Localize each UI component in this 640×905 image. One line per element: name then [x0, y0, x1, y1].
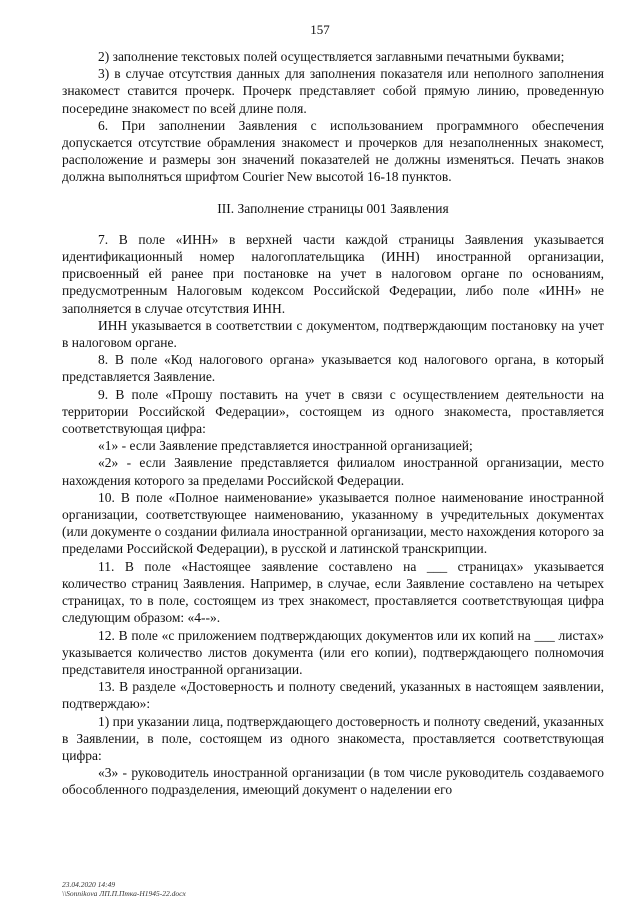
- paragraph-9-registration: 9. В поле «Прошу поставить на учет в связи с осуществлением деятельности на территории Российской Федерации», состоящем из одного знакоместа, проставляется соответствующая цифра:: [62, 386, 604, 437]
- paragraph-7-inn: 7. В поле «ИНН» в верхней части каждой страницы Заявления указывается идентификационный номер налогоплательщика (ИНН) иностранной организации, присвоенный ей ранее при постановке на учет в налоговом органе по основаниям, предусмотренным Налоговым кодексом Российской Федерации, либо поле «ИНН» не заполняется в случае отсутствия ИНН.: [62, 231, 604, 316]
- paragraph-6-software: 6. При заполнении Заявления с использованием программного обеспечения допускается отсутствие обрамления знакомест и прочерков для незаполненных знакомест, расположение и размеры зон значений показателей не должны изменяться. Печать знаков должна выполняться шрифтом Courier New высотой 16-18 пунктов.: [62, 117, 604, 185]
- paragraph-option-2: «2» - если Заявление представляется филиалом иностранной организации, место нахождения которого за пределами Российской Федерации.: [62, 455, 604, 488]
- paragraph-13-1: 1) при указании лица, подтверждающего достоверность и полноту сведений, указанных в Заявлении, в поле, состоящем из одного знакоместа, проставляется соответствующая цифра:: [62, 713, 605, 763]
- paragraph-10-full-name: 10. В поле «Полное наименование» указывается полное наименование иностранной организации, соответствующее наименованию, указанному в учредительных документах (или документе о создании филиала иностранной организации, место нахождения которого за пределами Российской Федерации), в русской и латинской транскрипции.: [62, 489, 604, 557]
- document-body: [62, 48, 604, 799]
- paragraph-option-1: «1» - если Заявление представляется иностранной организацией;: [98, 438, 473, 454]
- file-footer: [62, 880, 186, 898]
- footer-timestamp: 23.04.2020 14:49: [62, 880, 116, 889]
- paragraph-option-3: «3» - руководитель иностранной организации (в том числе руководитель создаваемого обособленного подразделения, имеющий документ о наделении его: [62, 765, 604, 798]
- paragraph-13-section: 13. В разделе «Достоверность и полноту сведений, указанных в настоящем заявлении, подтверждаю»:: [62, 679, 604, 712]
- paragraph-dash-rule: 3) в случае отсутствия данных для заполнения показателя или неполного заполнения знакомест ставится прочерк. Прочерк представляет собой прямую линию, проведенную посередине знакомест по всей длине поля.: [62, 66, 604, 116]
- paragraph-11-pages: 11. В поле «Настоящее заявление составлено на ___ страницах» указывается количество страниц Заявления. Например, в случае, если Заявление составлено на четырех страницах, то в поле, состоящем из трех знакомест, проставляется соответствующая цифра следующим образом: «4--».: [62, 558, 604, 626]
- page-number: 157: [310, 22, 330, 37]
- paragraph-fill-uppercase: 2) заполнение текстовых полей осуществляется заглавными печатными буквами;: [98, 49, 565, 64]
- section-heading: III. Заполнение страницы 001 Заявления: [217, 200, 449, 216]
- paragraph-12-attachments: 12. В поле «с приложением подтверждающих документов или их копий на ___ листах» указывается количество листов документа (или его копии), подтверждающего полномочия представителя иностранной организации.: [62, 627, 604, 677]
- paragraph-inn-doc: ИНН указывается в соответствии с документом, подтверждающим постановку на учет в налоговом органе.: [62, 317, 604, 351]
- footer-file-path: \\Sonnikova ЛП.П.Птка-Н1945-22.docx: [62, 889, 186, 898]
- paragraph-8-tax-office: 8. В поле «Код налогового органа» указывается код налогового органа, в который представляется Заявление.: [62, 352, 604, 385]
